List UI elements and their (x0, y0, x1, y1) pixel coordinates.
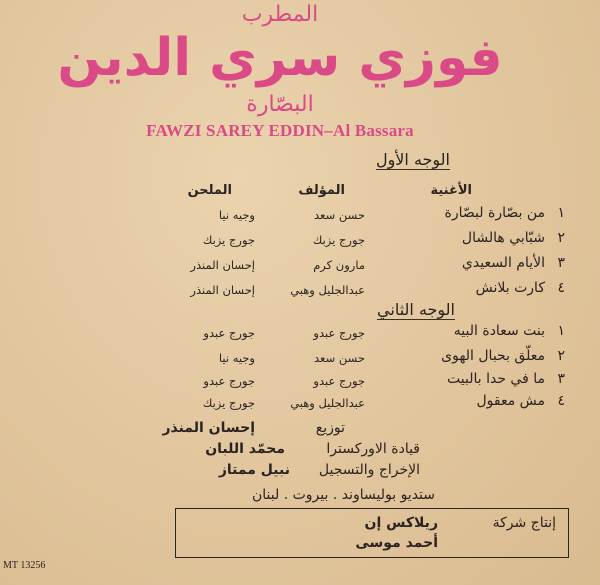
track-number: ١ (557, 205, 565, 221)
track-composer: جورج عبدو (203, 374, 255, 388)
credit-label: توزيع (315, 420, 345, 436)
track-lyricist: جورج يزبك (312, 233, 365, 247)
track-song: مش معقول (476, 393, 545, 409)
production-company: ريلاكس إن (364, 515, 438, 531)
track-composer: وجيه نيا (218, 208, 255, 222)
track-lyricist: حسن سعد (314, 208, 365, 222)
track-song: الأيام السعيدي (461, 255, 545, 271)
track-row (0, 255, 600, 279)
track-row (0, 348, 600, 372)
track-row (0, 393, 600, 417)
track-composer: جورج يزبك (202, 396, 255, 410)
side-one-title: الوجه الأول (375, 150, 450, 169)
studio-line: ستديو بوليساوند . بيروت . لبنان (251, 487, 435, 503)
track-lyricist: جورج عبدو (313, 326, 365, 340)
track-composer: جورج يزبك (202, 233, 255, 247)
credit-value: نبيل ممتاز (218, 462, 290, 478)
track-number: ٣ (557, 255, 565, 271)
credit-value: محمّد اللبان (205, 441, 285, 457)
artist-name: فوزي سري الدين (57, 28, 503, 88)
track-number: ١ (557, 323, 565, 339)
header-lyricist: المؤلف (298, 183, 345, 198)
header-song: الأغنية (430, 183, 472, 198)
track-composer: إحسان المنذر (190, 258, 255, 272)
track-row (0, 371, 600, 395)
track-row (0, 230, 600, 254)
producer-name: أحمد موسى (355, 535, 438, 551)
artist-label: المطرب (241, 2, 319, 27)
credit-value: إحسان المنذر (162, 420, 255, 436)
production-label: إنتاج شركة (492, 515, 556, 531)
track-number: ٤ (557, 280, 565, 296)
track-number: ٤ (557, 393, 565, 409)
track-lyricist: جورج عبدو (313, 374, 365, 388)
track-number: ٢ (557, 230, 565, 246)
track-lyricist: حسن سعد (314, 351, 365, 365)
track-song: معلّق بحبال الهوى (441, 348, 545, 364)
track-composer: إحسان المنذر (190, 283, 255, 297)
credit-label: قيادة الاوركسترا (326, 441, 420, 457)
track-number: ٣ (557, 371, 565, 387)
side-two-title: الوجه الثاني (377, 300, 455, 319)
latin-title: FAWZI SAREY EDDIN–Al Bassara (146, 121, 414, 140)
track-song: كارت بلانش (475, 280, 545, 296)
track-composer: وجيه نيا (218, 351, 255, 365)
track-song: من بصّارة لبصّارة (444, 205, 545, 221)
track-song: شبّابي هالشال (461, 230, 545, 246)
track-lyricist: عبدالجليل وهبي (290, 396, 365, 410)
production-box (175, 508, 569, 558)
catalog-number: MT 13256 (3, 560, 46, 571)
track-number: ٢ (557, 348, 565, 364)
album-title: البصّارة (246, 92, 314, 117)
credit-row (0, 462, 600, 486)
track-song: بنت سعادة البيه (453, 323, 545, 339)
track-row (0, 323, 600, 347)
track-lyricist: مارون كرم (313, 258, 365, 272)
track-lyricist: عبدالجليل وهبي (290, 283, 365, 297)
header-composer: الملحن (187, 183, 232, 198)
credit-label: الإخراج والتسجيل (318, 462, 420, 478)
track-song: ما في حدا بالبيت (447, 371, 545, 387)
track-row (0, 205, 600, 229)
track-composer: جورج عبدو (203, 326, 255, 340)
track-row (0, 280, 600, 304)
